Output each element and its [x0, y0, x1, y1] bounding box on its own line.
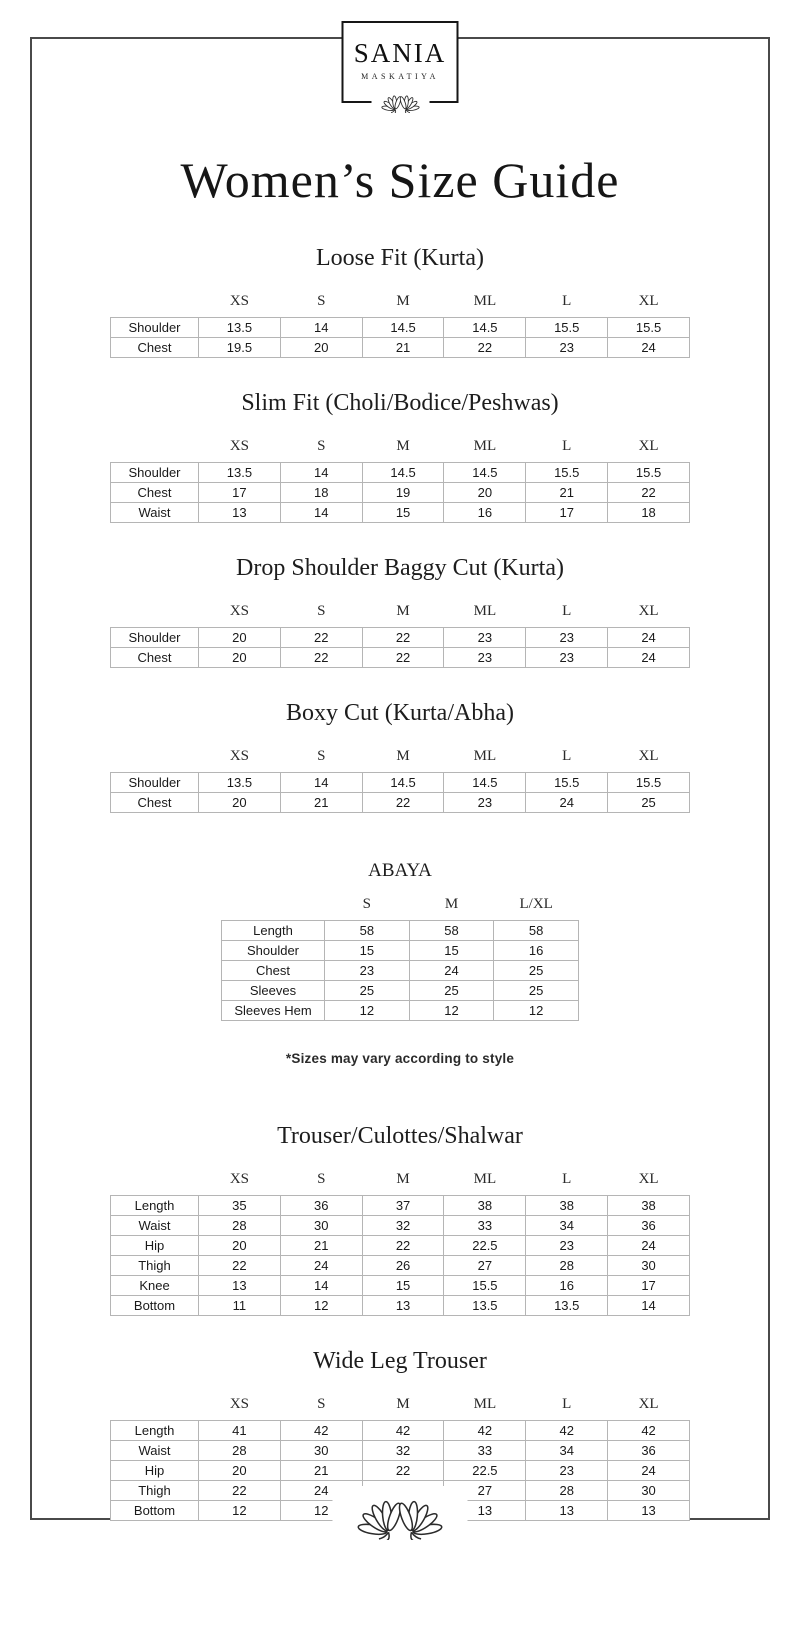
measurement-value: 21 [280, 1460, 362, 1480]
measurement-label: Hip [111, 1235, 199, 1255]
measurement-row [111, 628, 690, 648]
size-column-header: XS [229, 293, 249, 309]
size-column-header: L [562, 438, 572, 454]
measurement-value: 22 [199, 1255, 281, 1275]
measurement-value: 23 [444, 793, 526, 813]
measurement-value: 14.5 [444, 773, 526, 793]
measurement-label: Sleeves Hem [222, 1000, 325, 1020]
measurement-row [111, 773, 690, 793]
size-column-header: S [317, 293, 326, 309]
measurement-label: Hip [111, 1460, 199, 1480]
measurement-value: 58 [409, 920, 494, 940]
measurement-label: Bottom [111, 1500, 199, 1520]
measurement-value: 27 [444, 1255, 526, 1275]
measurement-value: 15 [409, 940, 494, 960]
measurement-row [111, 1460, 690, 1480]
measurement-value: 15.5 [526, 773, 608, 793]
measurement-value: 21 [526, 483, 608, 503]
measurement-value: 42 [280, 1420, 362, 1440]
size-column-header: XL [638, 748, 659, 764]
size-column-header: XL [638, 293, 659, 309]
size-column-header: XS [229, 1395, 249, 1412]
measurement-value: 58 [325, 920, 410, 940]
measurement-value: 24 [526, 793, 608, 813]
measurement-value: 32 [362, 1440, 444, 1460]
size-header-spacer [111, 1171, 199, 1196]
size-table [110, 603, 690, 668]
measurement-row [111, 1255, 690, 1275]
measurement-value: 22 [362, 648, 444, 668]
measurement-value: 36 [608, 1440, 690, 1460]
measurement-value: 23 [526, 1235, 608, 1255]
measurement-row [111, 793, 690, 813]
measurement-value: 32 [362, 1215, 444, 1235]
size-column-header: L [562, 293, 572, 309]
measurement-label: Shoulder [111, 628, 199, 648]
measurement-row [111, 503, 690, 523]
measurement-label: Bottom [111, 1295, 199, 1315]
size-header-row [222, 896, 579, 921]
measurement-label: Length [222, 920, 325, 940]
measurement-value: 28 [526, 1255, 608, 1275]
size-column-header: ML [473, 293, 497, 309]
measurement-value: 26 [362, 1255, 444, 1275]
measurement-value: 12 [325, 1000, 410, 1020]
section-title: Loose Fit (Kurta) [316, 245, 484, 271]
size-column-header: M [396, 1395, 410, 1412]
size-column-header: M [396, 748, 410, 764]
measurement-value: 21 [280, 793, 362, 813]
size-column-header: XS [229, 1170, 249, 1187]
measurement-row [222, 920, 579, 940]
measurement-value: 38 [526, 1195, 608, 1215]
size-column-header: XS [229, 603, 249, 619]
size-column-header: XL [638, 438, 659, 454]
measurement-label: Sleeves [222, 980, 325, 1000]
section-title: Wide Leg Trouser [313, 1347, 487, 1374]
measurement-label: Thigh [111, 1480, 199, 1500]
measurement-value: 15.5 [608, 773, 690, 793]
size-header-row [111, 603, 690, 628]
measurement-value: 42 [526, 1420, 608, 1440]
measurement-value: 36 [280, 1195, 362, 1215]
measurement-value: 25 [409, 980, 494, 1000]
measurement-value: 24 [280, 1480, 362, 1500]
measurement-value: 22 [608, 483, 690, 503]
measurement-value: 14 [280, 318, 362, 338]
size-header-spacer [111, 438, 199, 463]
measurement-value: 23 [325, 960, 410, 980]
size-column-header: L/XL [519, 895, 553, 912]
measurement-value: 23 [444, 628, 526, 648]
measurement-value: 15 [362, 503, 444, 523]
measurement-row [111, 1215, 690, 1235]
measurement-value: 17 [526, 503, 608, 523]
brand-name: SANIA [353, 38, 447, 68]
measurement-value: 14 [608, 1295, 690, 1315]
measurement-value: 22 [362, 793, 444, 813]
size-column-header: ML [473, 748, 497, 764]
measurement-value: 22.5 [444, 1460, 526, 1480]
measurement-value: 17 [608, 1275, 690, 1295]
measurement-label: Knee [111, 1275, 199, 1295]
size-column-header: M [396, 1170, 410, 1187]
measurement-value: 42 [362, 1420, 444, 1440]
size-column-header: S [317, 438, 326, 454]
measurement-value: 16 [526, 1275, 608, 1295]
measurement-value: 17 [199, 483, 281, 503]
measurement-value: 14.5 [362, 463, 444, 483]
measurement-label: Waist [111, 1215, 199, 1235]
measurement-label: Length [111, 1420, 199, 1440]
measurement-row [111, 483, 690, 503]
measurement-value: 15.5 [608, 463, 690, 483]
measurement-value: 20 [199, 1460, 281, 1480]
measurement-value: 14.5 [362, 773, 444, 793]
measurement-value: 34 [526, 1440, 608, 1460]
measurement-value: 30 [608, 1480, 690, 1500]
size-column-header: ML [473, 603, 497, 619]
size-header-spacer [111, 603, 199, 628]
measurement-label: Chest [111, 793, 199, 813]
measurement-value: 22 [362, 628, 444, 648]
measurement-value: 13.5 [199, 463, 281, 483]
measurement-value: 20 [199, 793, 281, 813]
measurement-label: Chest [111, 648, 199, 668]
measurement-value: 14 [280, 773, 362, 793]
measurement-value: 23 [444, 648, 526, 668]
measurement-label: Shoulder [111, 318, 199, 338]
measurement-value: 13 [199, 503, 281, 523]
size-column-header: XL [638, 603, 659, 619]
measurement-value: 13 [362, 1295, 444, 1315]
size-column-header: M [396, 438, 410, 454]
size-table [110, 748, 690, 813]
size-column-header: XL [638, 1170, 659, 1187]
measurement-row [111, 1275, 690, 1295]
measurement-value: 42 [608, 1420, 690, 1440]
size-column-header: S [317, 1170, 326, 1187]
measurement-value: 22.5 [444, 1235, 526, 1255]
size-column-header: S [317, 603, 326, 619]
measurement-value: 38 [608, 1195, 690, 1215]
measurement-value: 28 [199, 1440, 281, 1460]
size-table [110, 293, 690, 358]
measurement-value: 24 [280, 1255, 362, 1275]
measurement-value: 20 [199, 628, 281, 648]
measurement-row [111, 1440, 690, 1460]
size-column-header: M [396, 293, 410, 309]
laurel-ornament-icon [333, 1486, 468, 1540]
measurement-value: 25 [325, 980, 410, 1000]
size-column-header: ML [473, 1395, 497, 1412]
measurement-value: 19.5 [199, 338, 281, 358]
size-column-header: ML [473, 1170, 497, 1187]
measurement-value: 34 [526, 1215, 608, 1235]
size-column-header: M [396, 603, 410, 619]
measurement-value: 24 [608, 628, 690, 648]
measurement-value: 15.5 [526, 318, 608, 338]
measurement-label: Shoulder [111, 773, 199, 793]
size-column-header: L [562, 748, 572, 764]
measurement-value: 15.5 [608, 318, 690, 338]
size-section [0, 243, 800, 358]
size-table [110, 438, 690, 523]
size-header-row [111, 1396, 690, 1421]
measurement-value: 22 [444, 338, 526, 358]
size-column-header: XL [638, 1395, 659, 1412]
measurement-label: Shoulder [222, 940, 325, 960]
measurement-value: 14.5 [444, 463, 526, 483]
measurement-value: 14.5 [362, 318, 444, 338]
measurement-value: 25 [608, 793, 690, 813]
measurement-value: 23 [526, 628, 608, 648]
measurement-row [222, 960, 579, 980]
measurement-value: 41 [199, 1420, 281, 1440]
measurement-label: Length [111, 1195, 199, 1215]
measurement-label: Waist [111, 503, 199, 523]
measurement-value: 20 [199, 648, 281, 668]
measurement-value: 13.5 [526, 1295, 608, 1315]
measurement-label: Chest [111, 483, 199, 503]
size-header-spacer [111, 748, 199, 773]
measurement-value: 12 [409, 1000, 494, 1020]
measurement-label: Shoulder [111, 463, 199, 483]
size-table [110, 1171, 690, 1316]
size-sections [0, 243, 800, 1521]
brand-logo [342, 21, 459, 103]
measurement-value: 15.5 [444, 1275, 526, 1295]
measurement-value: 23 [526, 338, 608, 358]
measurement-value: 22 [280, 648, 362, 668]
measurement-row [111, 648, 690, 668]
measurement-row [222, 980, 579, 1000]
measurement-value: 25 [494, 980, 579, 1000]
measurement-value: 24 [608, 1235, 690, 1255]
section-title: Boxy Cut (Kurta/Abha) [286, 700, 514, 726]
measurement-value: 13.5 [199, 318, 281, 338]
measurement-value: 21 [280, 1235, 362, 1255]
measurement-row [111, 1420, 690, 1440]
measurement-row [111, 1295, 690, 1315]
size-section [0, 553, 800, 668]
measurement-value: 15.5 [526, 463, 608, 483]
measurement-value: 14 [280, 503, 362, 523]
measurement-row [111, 318, 690, 338]
measurement-value: 33 [444, 1440, 526, 1460]
measurement-value: 20 [280, 338, 362, 358]
size-header-row [111, 1171, 690, 1196]
page-title: Women’s Size Guide [180, 152, 620, 208]
measurement-value: 12 [280, 1500, 362, 1520]
measurement-value: 13 [444, 1500, 526, 1520]
size-header-spacer [222, 896, 325, 921]
size-header-row [111, 748, 690, 773]
size-column-header: M [444, 895, 459, 912]
measurement-value: 35 [199, 1195, 281, 1215]
measurement-value: 38 [444, 1195, 526, 1215]
size-column-header: XS [229, 748, 249, 764]
section-title: Drop Shoulder Baggy Cut (Kurta) [236, 555, 564, 581]
measurement-value: 22 [199, 1480, 281, 1500]
size-footnote: *Sizes may vary according to style [285, 1050, 515, 1066]
measurement-value: 42 [444, 1420, 526, 1440]
section-title: ABAYA [368, 860, 432, 881]
size-column-header: L [562, 603, 572, 619]
measurement-value: 16 [494, 940, 579, 960]
size-column-header: S [362, 895, 371, 912]
measurement-value: 13 [199, 1275, 281, 1295]
measurement-value: 18 [608, 503, 690, 523]
size-column-header: XS [229, 438, 249, 454]
size-header-row [111, 438, 690, 463]
measurement-value: 16 [444, 503, 526, 523]
measurement-value: 23 [526, 1460, 608, 1480]
measurement-label: Chest [222, 960, 325, 980]
measurement-value: 28 [199, 1215, 281, 1235]
measurement-value: 12 [199, 1500, 281, 1520]
size-table [221, 896, 579, 1021]
measurement-row [111, 338, 690, 358]
size-header-spacer [111, 293, 199, 318]
size-column-header: L [562, 1395, 572, 1412]
measurement-value: 13.5 [199, 773, 281, 793]
measurement-value: 14.5 [444, 318, 526, 338]
measurement-label: Chest [111, 338, 199, 358]
size-section [0, 1121, 800, 1316]
measurement-row [111, 1195, 690, 1215]
measurement-row [222, 940, 579, 960]
measurement-value: 22 [280, 628, 362, 648]
measurement-value: 18 [280, 483, 362, 503]
measurement-value: 28 [526, 1480, 608, 1500]
laurel-ornament-icon [371, 89, 429, 113]
measurement-row [222, 1000, 579, 1020]
measurement-value: 24 [409, 960, 494, 980]
measurement-value: 20 [444, 483, 526, 503]
size-section [0, 698, 800, 813]
size-column-header: S [317, 748, 326, 764]
measurement-value: 13 [608, 1500, 690, 1520]
measurement-value: 24 [608, 338, 690, 358]
measurement-value: 15 [325, 940, 410, 960]
measurement-value: 12 [280, 1295, 362, 1315]
measurement-value: 36 [608, 1215, 690, 1235]
size-column-header: ML [473, 438, 497, 454]
measurement-label: Waist [111, 1440, 199, 1460]
size-header-row [111, 293, 690, 318]
measurement-value: 37 [362, 1195, 444, 1215]
measurement-value: 12 [494, 1000, 579, 1020]
measurement-label: Thigh [111, 1255, 199, 1275]
size-column-header: L [562, 1170, 572, 1187]
size-section [0, 388, 800, 523]
measurement-value: 23 [526, 648, 608, 668]
measurement-value: 30 [608, 1255, 690, 1275]
measurement-value: 21 [362, 338, 444, 358]
section-title: Trouser/Culottes/Shalwar [277, 1122, 523, 1149]
measurement-value: 30 [280, 1440, 362, 1460]
measurement-value: 24 [608, 1460, 690, 1480]
size-header-spacer [111, 1396, 199, 1421]
measurement-value: 30 [280, 1215, 362, 1235]
measurement-row [111, 1235, 690, 1255]
measurement-value: 15 [362, 1275, 444, 1295]
measurement-value: 27 [444, 1480, 526, 1500]
measurement-value: 11 [199, 1295, 281, 1315]
section-title: Slim Fit (Choli/Bodice/Peshwas) [241, 390, 559, 416]
measurement-value: 22 [362, 1460, 444, 1480]
measurement-value: 25 [494, 960, 579, 980]
measurement-value: 33 [444, 1215, 526, 1235]
measurement-value: 14 [280, 1275, 362, 1295]
measurement-row [111, 463, 690, 483]
measurement-value: 13.5 [444, 1295, 526, 1315]
measurement-value: 24 [608, 648, 690, 668]
measurement-value: 19 [362, 483, 444, 503]
measurement-value: 14 [280, 463, 362, 483]
size-column-header: S [317, 1395, 326, 1412]
brand-subname: MASKATIYA [361, 72, 439, 81]
measurement-value: 22 [362, 1235, 444, 1255]
size-section [0, 859, 800, 1066]
measurement-value: 13 [526, 1500, 608, 1520]
measurement-value: 20 [199, 1235, 281, 1255]
measurement-value: 58 [494, 920, 579, 940]
